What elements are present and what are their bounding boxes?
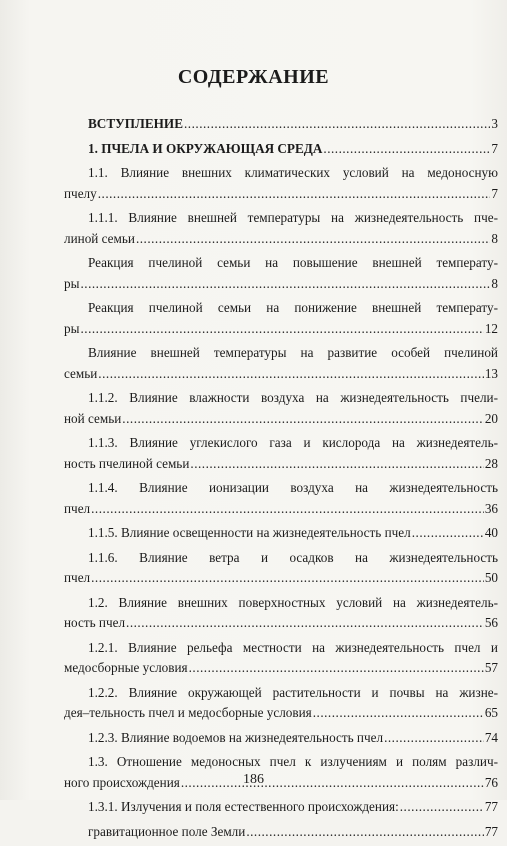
dot-leader	[136, 229, 490, 250]
toc-entry-page: 65	[484, 705, 498, 720]
dot-leader	[384, 728, 484, 749]
toc-entry-page: 56	[484, 615, 498, 630]
toc-entry-title: линой семьи	[64, 230, 135, 246]
toc-entry-page: 13	[484, 365, 498, 381]
toc-entry-row	[64, 568, 498, 589]
toc-entry-page: 76	[484, 774, 498, 790]
toc-entry-title-line: 1.1.3. Влияние углекислого газа и кислорода на жизнедеятель-	[88, 435, 498, 450]
toc-entry	[64, 728, 498, 749]
toc-entry-title-line: Реакция пчелиной семьи на понижение внешней температу-	[88, 300, 498, 315]
toc-entry-title: ность пчелиной семьи	[64, 455, 190, 471]
toc-entry-page: 28	[484, 455, 498, 471]
toc-entry-page: 12	[484, 320, 498, 336]
toc-entry	[64, 797, 498, 818]
toc-entry-title: семьи	[64, 365, 98, 381]
toc-entry	[64, 139, 498, 160]
toc-entry-page: 77	[484, 823, 498, 839]
toc-entry-row	[64, 499, 498, 520]
toc-entry-row	[64, 523, 498, 544]
toc-entry-page: 50	[484, 570, 498, 585]
toc-entry-title-line: 1.2.2. Влияние окружающей растительности и почвы на жизне-	[88, 684, 498, 700]
dot-leader	[98, 364, 484, 385]
toc-entry	[64, 343, 498, 384]
toc-entry	[64, 208, 498, 249]
toc-entry-row	[64, 797, 498, 818]
toc-entry-row	[64, 229, 498, 250]
toc-entry-page: 36	[484, 500, 498, 516]
toc-entry-title-line: 1.1.1. Влияние внешней температуры на жизнедеятельность пче-	[88, 210, 498, 225]
toc-entry	[64, 822, 498, 843]
toc-entry-title-line: Реакция пчелиной семьи на повышение внешней температу-	[88, 255, 498, 270]
dot-leader	[91, 499, 484, 520]
toc-entry	[64, 163, 498, 204]
toc-entry-row	[64, 274, 498, 295]
toc-entry-page: 3	[491, 116, 498, 131]
dot-leader	[80, 274, 490, 295]
dot-leader	[412, 523, 484, 544]
toc-entry-title: гравитационное поле Земли	[88, 823, 246, 839]
toc-entry	[64, 114, 498, 135]
toc-entry	[64, 638, 498, 679]
toc-entry	[64, 298, 498, 339]
toc-entry	[64, 523, 498, 544]
toc-entry-row	[64, 184, 498, 205]
toc-entry-title: 1.2.3. Влияние водоемов на жизнедеятельность пчел	[88, 729, 384, 745]
table-of-contents	[64, 114, 498, 846]
toc-entry-page: 77	[484, 799, 498, 814]
toc-entry-row	[64, 319, 498, 340]
toc-entry-page: 7	[491, 140, 498, 156]
toc-entry	[64, 683, 498, 724]
dot-leader	[313, 703, 484, 724]
toc-entry-title: пчелу	[64, 185, 97, 201]
toc-entry-row	[64, 658, 498, 679]
toc-entry-page: 8	[491, 275, 498, 291]
toc-entry-title-line: 1.1.6. Влияние ветра и осадков на жизнедеятельность	[88, 549, 498, 565]
toc-entry-title: пчел	[64, 570, 91, 585]
dot-leader	[184, 114, 490, 135]
toc-entry	[64, 548, 498, 589]
toc-entry-title-line: Влияние внешней температуры на развитие особей пчелиной	[88, 345, 498, 360]
toc-entry-title: ность пчел	[64, 615, 126, 630]
toc-entry-title-line: 1.1.2. Влияние влажности воздуха на жизнедеятельность пчели-	[88, 390, 498, 405]
toc-entry-page: 74	[484, 729, 498, 745]
dot-leader	[91, 568, 484, 589]
dot-leader	[246, 822, 484, 843]
toc-entry	[64, 478, 498, 519]
dot-leader	[323, 139, 490, 160]
toc-entry-title-line: 1.2. Влияние внешних поверхностных условий на жизнедеятель-	[88, 594, 498, 610]
dot-leader	[80, 319, 483, 340]
toc-entry-row	[64, 114, 498, 135]
toc-entry-title-line: 1.2.1. Влияние рельефа местности на жизнедеятельность пчел и	[88, 639, 498, 655]
toc-entry-page: 57	[484, 660, 498, 675]
toc-entry-title: ры	[64, 275, 80, 291]
toc-entry-row	[64, 454, 498, 475]
toc-entry-page: 8	[491, 230, 498, 246]
page-number: 186	[243, 772, 264, 787]
toc-entry-title: ры	[64, 320, 80, 336]
toc-entry	[64, 593, 498, 634]
toc-entry-page: 20	[484, 410, 498, 426]
toc-entry-title-line: 1.3. Отношение медоносных пчел к излучениям и полям различ-	[88, 754, 498, 769]
toc-entry-title: дея–тельность пчел и медосборные условия	[64, 705, 312, 720]
toc-entry-title-line: 1.1. Влияние внешних климатических условий на медоносную	[88, 165, 498, 180]
page-title: СОДЕРЖАНИЕ	[177, 66, 330, 88]
toc-entry-title: 1.1.5. Влияние освещенности на жизнедеятельность пчел	[88, 525, 411, 540]
toc-entry-row	[64, 139, 498, 160]
dot-leader	[126, 613, 484, 634]
toc-entry-title: 1. ПЧЕЛА И ОКРУЖАЮЩАЯ СРЕДА	[88, 140, 323, 156]
toc-entry-row	[64, 613, 498, 634]
toc-entry-title: медосборные условия	[64, 660, 188, 675]
toc-entry	[64, 388, 498, 429]
toc-entry-row	[64, 409, 498, 430]
toc-entry	[64, 253, 498, 294]
toc-entry-page: 40	[484, 525, 498, 540]
toc-entry-title: пчел	[64, 500, 91, 516]
toc-entry	[64, 433, 498, 474]
toc-entry-title-line: 1.1.4. Влияние ионизации воздуха на жизнедеятельность	[88, 480, 498, 495]
toc-entry-title: ВСТУПЛЕНИЕ	[88, 116, 183, 131]
dot-leader	[189, 658, 484, 679]
toc-entry-title: ного происхождения	[64, 774, 180, 790]
toc-entry-row	[64, 728, 498, 749]
toc-entry-title: ной семьи	[64, 410, 122, 426]
toc-entry-row	[64, 822, 498, 843]
toc-entry-page: 7	[491, 185, 498, 201]
toc-entry-row	[64, 364, 498, 385]
toc-entry-row	[64, 703, 498, 724]
dot-leader	[190, 454, 483, 475]
dot-leader	[400, 797, 484, 818]
dot-leader	[122, 409, 484, 430]
toc-entry-title: 1.3.1. Излучения и поля естественного происхождения:	[88, 799, 399, 814]
dot-leader	[98, 184, 491, 205]
